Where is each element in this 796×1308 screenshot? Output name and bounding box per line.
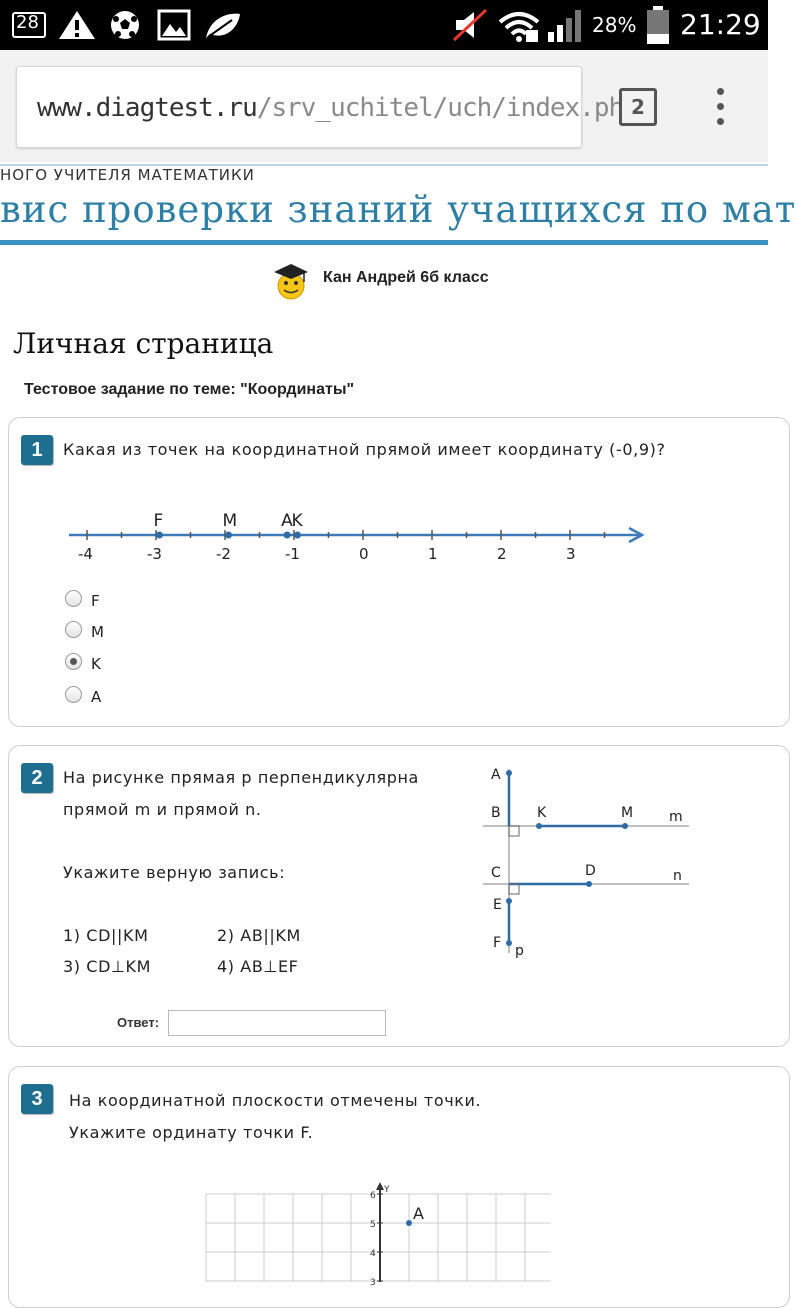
tick-label: -2 <box>216 545 231 563</box>
question-1-card <box>8 417 790 727</box>
tab-switcher-button[interactable]: 2 <box>619 88 657 126</box>
question-number: 2 <box>21 763 53 793</box>
tick-label: -1 <box>285 545 300 563</box>
wifi-icon <box>496 8 542 44</box>
option-label: A <box>91 688 102 706</box>
user-name: Кан Андрей 6б класс <box>323 269 489 286</box>
y-axis-arrow <box>376 1182 384 1190</box>
question-number: 3 <box>21 1084 53 1114</box>
label-a: A <box>491 767 501 783</box>
question-text-line-1: На координатной плоскости отмечены точки. <box>69 1091 482 1110</box>
label-p: p <box>515 943 524 959</box>
label-d: D <box>585 863 596 879</box>
radio-k[interactable] <box>65 653 82 670</box>
coordinate-plane-figure <box>194 1182 554 1288</box>
soccer-ball-icon <box>110 10 140 40</box>
label-e: E <box>493 897 502 913</box>
point-a <box>284 532 291 539</box>
notification-count: 28 <box>16 12 39 33</box>
question-2-card <box>8 745 790 1047</box>
tick-label: -4 <box>78 545 93 563</box>
y-tick-label: 4 <box>370 1249 376 1259</box>
point-a <box>406 1220 412 1226</box>
y-axis-label: Y <box>384 1185 390 1195</box>
question-number: 1 <box>21 435 53 465</box>
option-label: F <box>91 592 100 610</box>
leaf-icon <box>204 12 242 40</box>
question-3-card <box>8 1066 790 1308</box>
question-prompt: Укажите верную запись: <box>63 863 286 882</box>
answer-label: Ответ: <box>117 1015 160 1030</box>
tick-label: 3 <box>566 545 576 563</box>
question-text-line-1: На рисунке прямая p перпендикулярна <box>63 768 419 787</box>
option-label: K <box>91 655 101 673</box>
signal-icon <box>546 6 586 44</box>
answer-input[interactable] <box>168 1010 386 1036</box>
student-avatar-icon <box>270 262 312 300</box>
option-label: M <box>91 623 104 641</box>
alert-icon <box>58 10 96 40</box>
page-title: Личная страница <box>13 327 274 360</box>
point-label: M <box>222 511 238 531</box>
choice-2: 2) AB||KM <box>217 926 301 945</box>
header-divider <box>0 240 768 245</box>
site-title: вис проверки знаний учащихся по мат <box>0 188 796 231</box>
image-icon <box>158 10 190 40</box>
radio-a[interactable] <box>65 686 82 703</box>
site-subtitle: НОГО УЧИТЕЛЯ МАТЕМАТИКИ <box>0 166 255 184</box>
y-tick-label: 5 <box>370 1220 376 1230</box>
address-bar[interactable] <box>16 66 624 148</box>
test-topic: Тестовое задание по теме: "Координаты" <box>24 381 355 398</box>
choice-4: 4) AB⊥EF <box>217 957 299 976</box>
point-label: A <box>281 511 293 531</box>
tick-label: 0 <box>359 545 369 563</box>
question-text: Какая из точек на координатной прямой имеет координату (-0,9)? <box>63 440 666 459</box>
perpendicular-lines-figure <box>479 761 709 961</box>
tick-label: 2 <box>497 545 507 563</box>
choice-1: 1) CD||KM <box>63 926 149 945</box>
battery-icon <box>645 5 671 45</box>
label-m-point: M <box>621 805 634 821</box>
point-f <box>156 532 163 539</box>
label-m-line: m <box>669 809 683 825</box>
radio-f[interactable] <box>65 590 82 607</box>
url-path: /srv_uchitel/uch/index.ph <box>256 93 624 123</box>
choice-3: 3) CD⊥KM <box>63 957 152 976</box>
clock: 21:29 <box>680 8 761 41</box>
point-k <box>294 532 301 539</box>
mute-icon <box>452 8 488 42</box>
question-text-line-2: прямой m и прямой n. <box>63 800 262 819</box>
point-label: K <box>291 511 303 531</box>
radio-m[interactable] <box>65 621 82 638</box>
point-label: A <box>413 1204 424 1223</box>
url-text[interactable] <box>37 93 624 123</box>
label-n-line: n <box>673 868 682 884</box>
label-b: B <box>491 805 501 821</box>
label-k: K <box>537 805 547 821</box>
y-tick-label: 6 <box>370 1191 376 1201</box>
status-bar <box>0 0 768 50</box>
y-tick-label: 3 <box>370 1278 376 1288</box>
overflow-menu-icon[interactable] <box>714 88 728 128</box>
tick-label: 1 <box>428 545 438 563</box>
url-domain: www.diagtest.ru <box>37 93 257 123</box>
question-text-line-2: Укажите ординату точки F. <box>69 1123 314 1142</box>
label-f: F <box>493 935 502 951</box>
label-c: C <box>491 865 501 881</box>
battery-percent: 28% <box>592 13 637 37</box>
tick-label: -3 <box>147 545 162 563</box>
browser-toolbar <box>0 50 768 162</box>
point-label: F <box>153 511 164 531</box>
number-line-figure <box>59 503 659 573</box>
point-m <box>225 532 232 539</box>
